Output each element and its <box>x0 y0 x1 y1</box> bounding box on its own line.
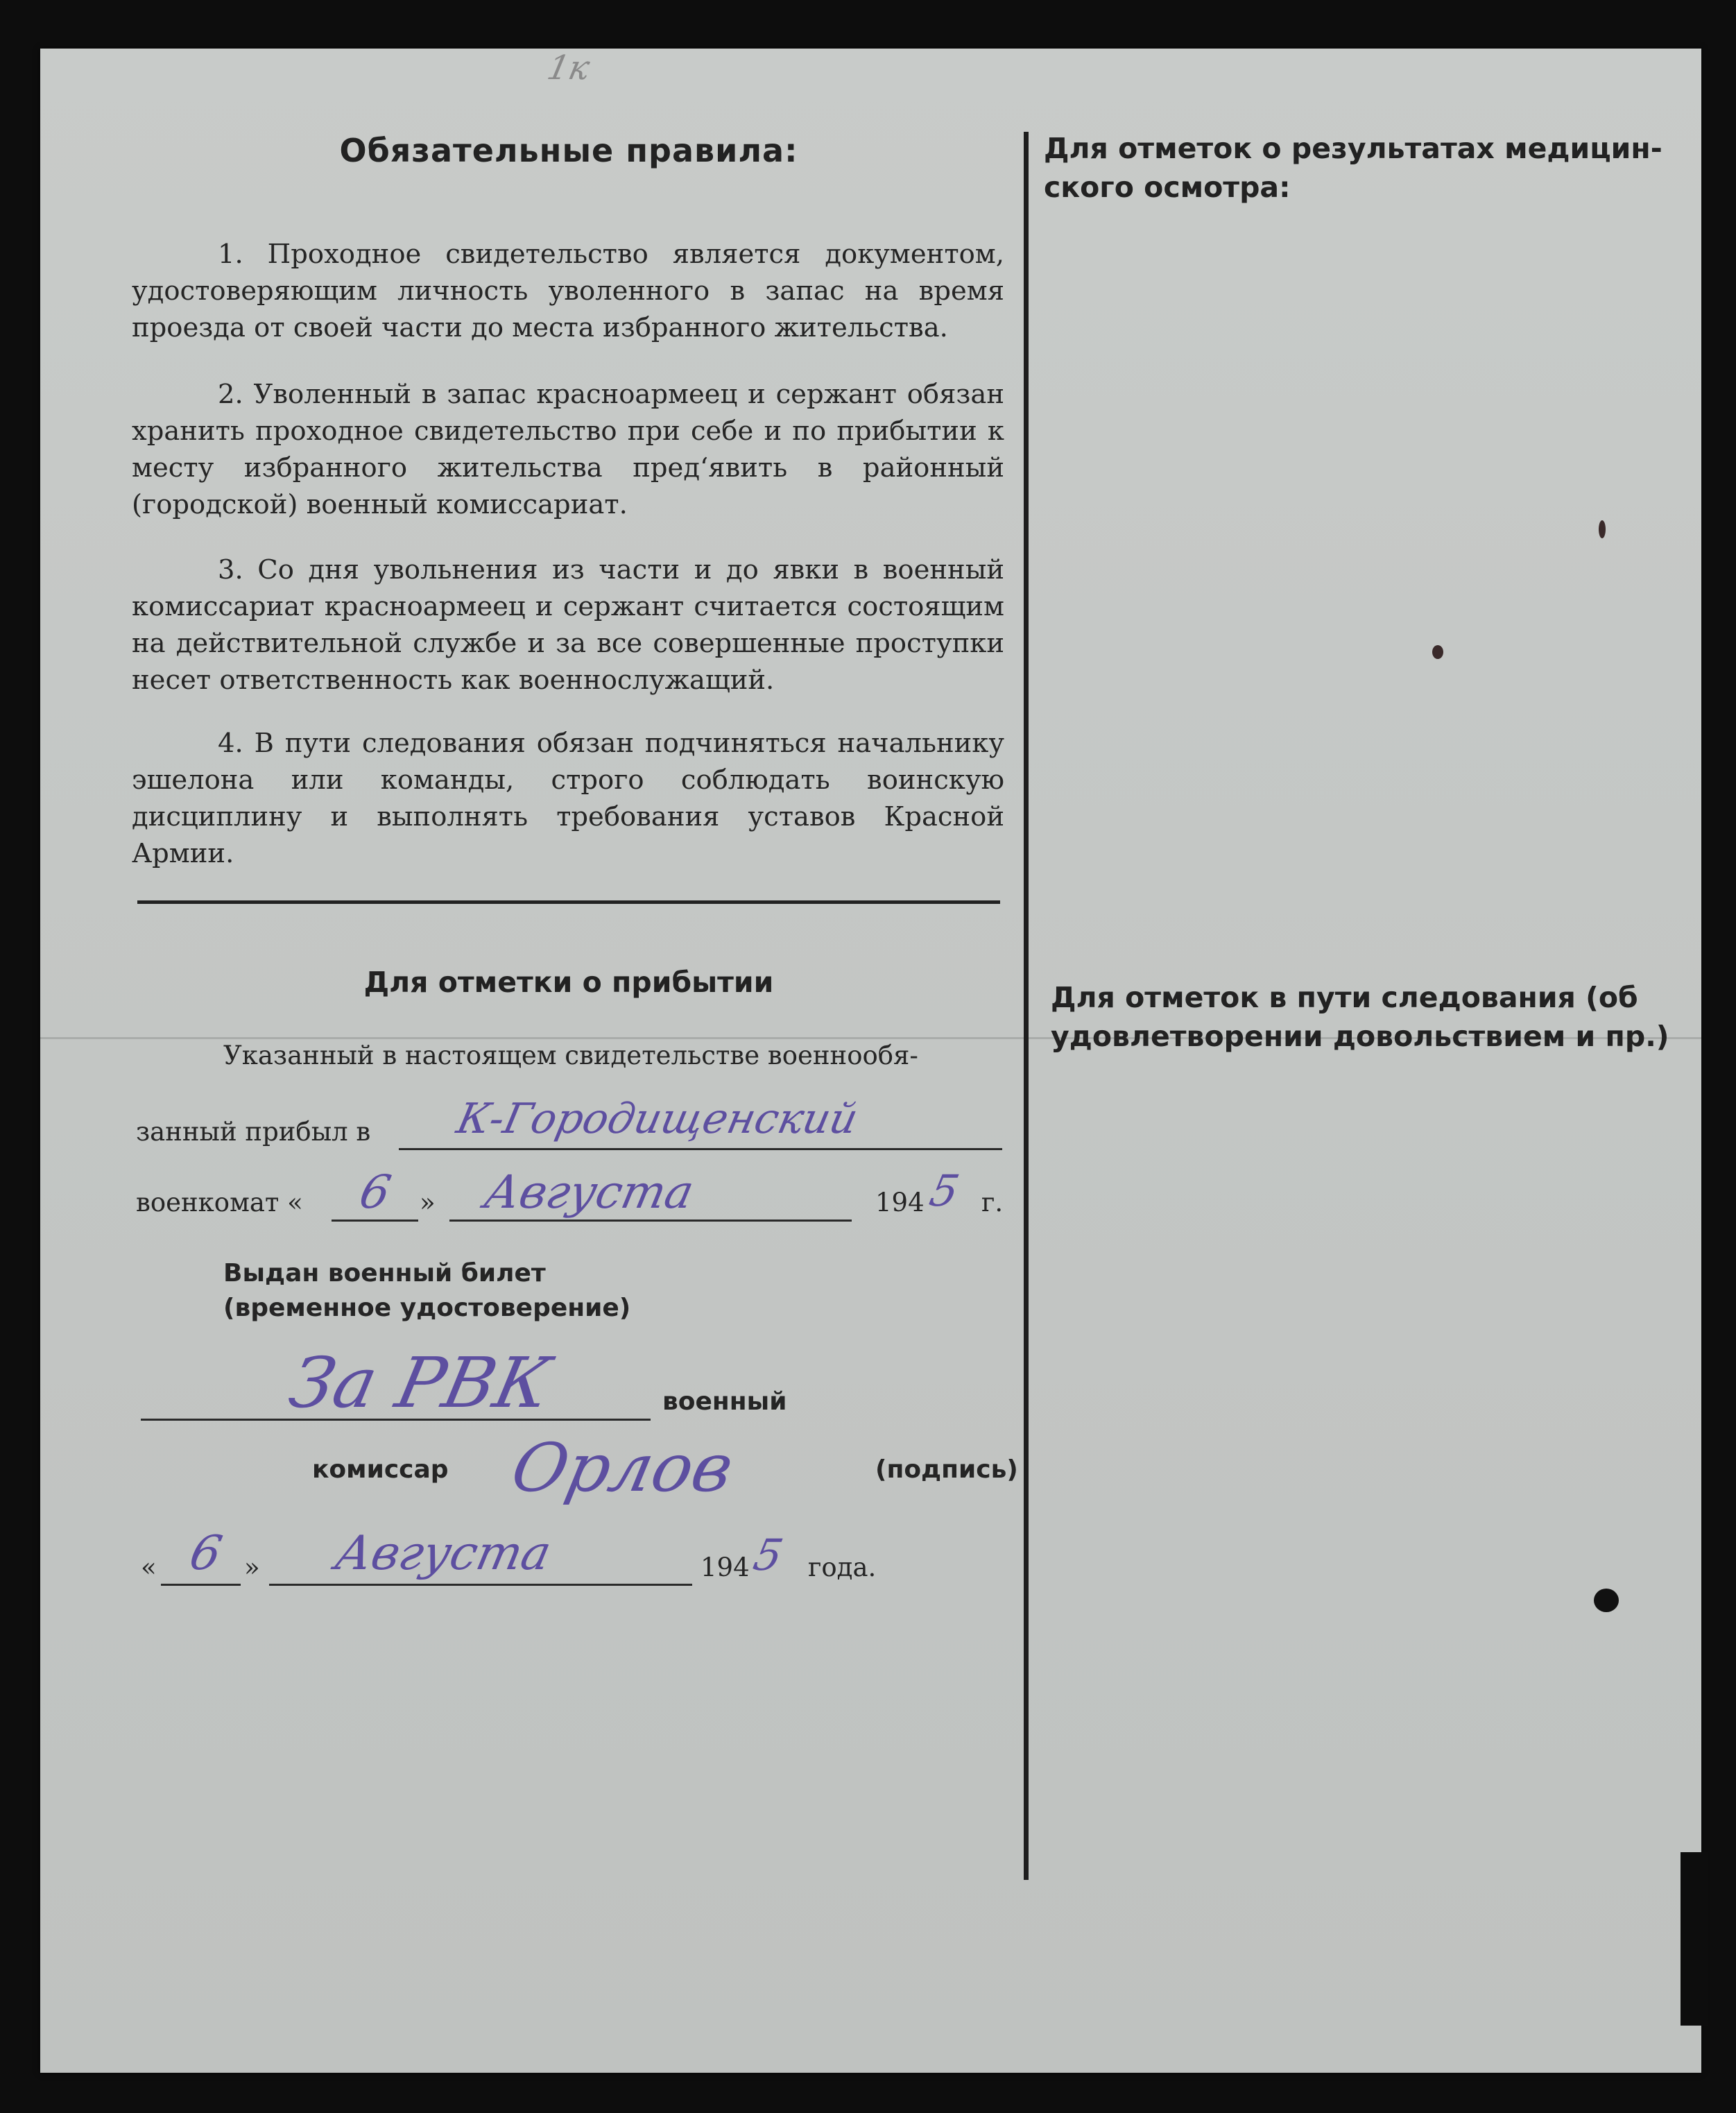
arrival-year-suffix: г. <box>981 1188 1004 1217</box>
military-label: военный <box>662 1387 787 1416</box>
issued-line1: Выдан военный билет <box>223 1259 546 1288</box>
arrival-year-handwritten: 5 <box>925 1165 964 1216</box>
issued-line2: (временное удостоверение) <box>223 1294 631 1322</box>
arrival-place-handwritten: К-Городищенский <box>452 1095 863 1143</box>
issue-date-close: » <box>244 1552 260 1582</box>
rule-1: 1. Проходное свидетельство является документом, удостоверяющим личность уволенного в запас на время проезда от своей части до места избранного жительства. <box>132 239 1004 343</box>
issue-month-underline <box>269 1584 692 1586</box>
arrival-day-underline <box>332 1220 418 1222</box>
medical-heading-line2: ского осмотра: <box>1044 171 1291 204</box>
arrival-month-handwritten: Августа <box>479 1165 699 1219</box>
issue-year-prefix: 194 <box>701 1552 750 1582</box>
section-divider <box>137 900 1000 904</box>
route-heading-line1: Для отметок в пути следования (об <box>1051 981 1638 1014</box>
rule-3: 3. Со дня увольнения из части и до явки в военный комиссариат красноармеец и сержант считается состоящим на действительной службе и за все совершенные проступки несет ответственность как военнослужащий. <box>132 554 1004 696</box>
route-heading-line2: удовлетворении довольствием и пр.) <box>1051 1020 1669 1053</box>
arrival-day-handwritten: 6 <box>354 1165 396 1219</box>
paper-edge-notch <box>1681 1852 1708 2026</box>
paper-spot <box>1594 1589 1619 1612</box>
paper-spot <box>1599 520 1606 538</box>
rule-2: 2. Уволенный в запас красноармеец и сержант обязан хранить проходное свидетельство при себе и по прибытии к месту избранного жительства пред‘явить в районный (городской) военный комиссариат. <box>132 379 1004 520</box>
arrival-line1: Указанный в настоящем свидетельстве военнообя- <box>223 1041 918 1070</box>
arrival-line2-prefix: занный прибыл в <box>136 1117 371 1147</box>
medical-heading-line1: Для отметок о результатах медицин- <box>1044 132 1662 165</box>
issue-date-suffix: года. <box>808 1552 877 1582</box>
arrival-line3-prefix: военкомат « <box>136 1188 303 1217</box>
issue-month-handwritten: Августа <box>330 1526 556 1581</box>
for-rvk-handwritten: За РВК <box>282 1342 558 1423</box>
issue-date-open: « <box>141 1552 157 1582</box>
arrival-year-prefix: 194 <box>875 1188 925 1217</box>
issue-day-underline <box>161 1584 241 1586</box>
arrival-line3-close: » <box>420 1188 436 1217</box>
commissar-label: комиссар <box>312 1455 449 1484</box>
arrival-month-underline <box>449 1220 852 1222</box>
pencil-mark: 1к <box>544 49 594 87</box>
commissar-signature: Орлов <box>505 1429 740 1507</box>
paper-spot <box>1432 645 1443 659</box>
arrival-title: Для отметки о прибытии <box>363 966 774 999</box>
issue-day-handwritten: 6 <box>184 1526 227 1581</box>
column-divider <box>1024 132 1029 1880</box>
signature-label: (подпись) <box>875 1455 1018 1484</box>
rule-4: 4. В пути следования обязан подчиняться начальнику эшелона или команды, строго соблюдать воинскую дисциплину и выполнять требования уставов Красной Армии. <box>132 728 1004 869</box>
rules-title: Обязательные правила: <box>339 132 798 169</box>
issue-year-handwritten: 5 <box>749 1530 788 1580</box>
arrival-place-underline <box>399 1148 1002 1150</box>
